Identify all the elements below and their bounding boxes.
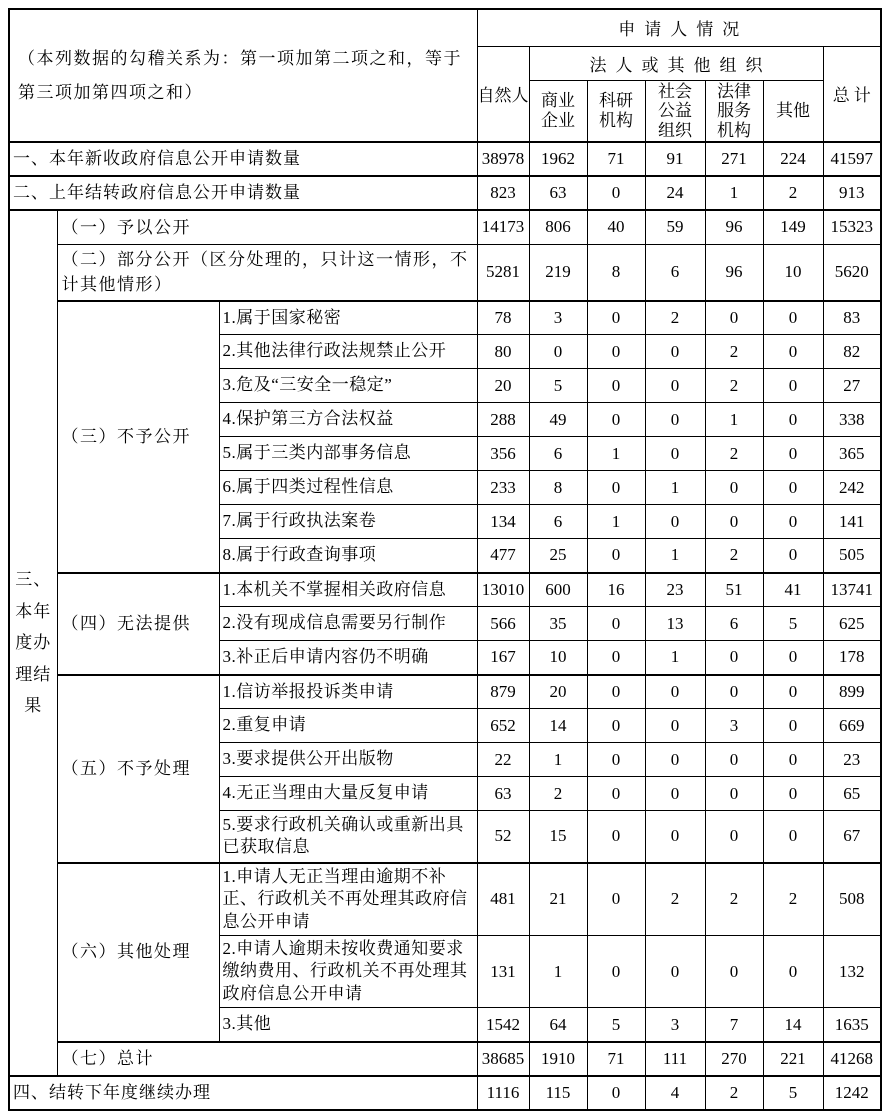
value-cell: 13010	[477, 573, 529, 607]
value-cell: 0	[645, 505, 705, 539]
value-cell: 63	[477, 777, 529, 811]
value-cell: 625	[823, 607, 881, 641]
value-cell: 1	[705, 403, 763, 437]
value-cell: 6	[645, 244, 705, 301]
value-cell: 0	[587, 301, 645, 335]
value-cell: 2	[763, 863, 823, 936]
item-label: 2.重复申请	[219, 709, 477, 743]
value-cell: 83	[823, 301, 881, 335]
value-cell: 41	[763, 573, 823, 607]
value-cell: 0	[645, 369, 705, 403]
value-cell: 0	[645, 811, 705, 863]
value-cell: 899	[823, 675, 881, 709]
value-cell: 0	[705, 935, 763, 1007]
value-cell: 38685	[477, 1042, 529, 1076]
value-cell: 0	[587, 675, 645, 709]
value-cell: 0	[645, 743, 705, 777]
value-cell: 63	[529, 176, 587, 210]
value-cell: 1	[705, 176, 763, 210]
item-label: 2.没有现成信息需要另行制作	[219, 607, 477, 641]
value-cell: 71	[587, 1042, 645, 1076]
value-cell: 0	[587, 811, 645, 863]
header-legal-org-group: 法人或其他组织	[529, 46, 823, 80]
value-cell: 0	[645, 709, 705, 743]
value-cell: 0	[763, 505, 823, 539]
value-cell: 71	[587, 142, 645, 176]
value-cell: 1635	[823, 1008, 881, 1042]
value-cell: 0	[705, 675, 763, 709]
value-cell: 20	[529, 675, 587, 709]
value-cell: 22	[477, 743, 529, 777]
row-label-new-received: 一、本年新收政府信息公开申请数量	[9, 142, 477, 176]
value-cell: 2	[705, 1076, 763, 1110]
value-cell: 0	[763, 743, 823, 777]
item-label: 1.属于国家秘密	[219, 301, 477, 335]
value-cell: 0	[587, 403, 645, 437]
value-cell: 111	[645, 1042, 705, 1076]
value-cell: 652	[477, 709, 529, 743]
value-cell: 1	[645, 471, 705, 505]
value-cell: 23	[823, 743, 881, 777]
value-cell: 600	[529, 573, 587, 607]
item-label: 4.无正当理由大量反复申请	[219, 777, 477, 811]
value-cell: 134	[477, 505, 529, 539]
value-cell: 3	[645, 1008, 705, 1042]
value-cell: 5	[763, 1076, 823, 1110]
item-label: 7.属于行政执法案卷	[219, 505, 477, 539]
value-cell: 0	[587, 335, 645, 369]
item-label: 5.属于三类内部事务信息	[219, 437, 477, 471]
value-cell: 10	[763, 244, 823, 301]
section-label-annual-results: 三、本年度办理结果	[9, 210, 57, 1076]
value-cell: 2	[645, 863, 705, 936]
value-cell: 0	[587, 539, 645, 573]
value-cell: 0	[645, 335, 705, 369]
value-cell: 82	[823, 335, 881, 369]
value-cell: 27	[823, 369, 881, 403]
value-cell: 0	[587, 607, 645, 641]
value-cell: 40	[587, 210, 645, 244]
value-cell: 0	[645, 437, 705, 471]
value-cell: 0	[705, 777, 763, 811]
group-label-other-handling: （六）其他处理	[57, 863, 219, 1042]
value-cell: 221	[763, 1042, 823, 1076]
value-cell: 1	[529, 935, 587, 1007]
value-cell: 8	[587, 244, 645, 301]
item-label: 3.要求提供公开出版物	[219, 743, 477, 777]
value-cell: 0	[645, 403, 705, 437]
value-cell: 0	[763, 641, 823, 675]
value-cell: 0	[763, 811, 823, 863]
value-cell: 0	[645, 675, 705, 709]
item-label: 3.补正后申请内容仍不明确	[219, 641, 477, 675]
value-cell: 2	[705, 437, 763, 471]
value-cell: 35	[529, 607, 587, 641]
value-cell: 0	[645, 777, 705, 811]
value-cell: 6	[705, 607, 763, 641]
value-cell: 0	[763, 403, 823, 437]
item-label: 5.要求行政机关确认或重新出具已获取信息	[219, 811, 477, 863]
value-cell: 15323	[823, 210, 881, 244]
value-cell: 20	[477, 369, 529, 403]
value-cell: 10	[529, 641, 587, 675]
value-cell: 0	[763, 539, 823, 573]
value-cell: 1910	[529, 1042, 587, 1076]
value-cell: 1962	[529, 142, 587, 176]
value-cell: 365	[823, 437, 881, 471]
value-cell: 0	[587, 863, 645, 936]
value-cell: 823	[477, 176, 529, 210]
value-cell: 0	[705, 743, 763, 777]
header-applicant-group: 申请人情况	[477, 9, 881, 46]
value-cell: 96	[705, 244, 763, 301]
group-label-unable: （四）无法提供	[57, 573, 219, 675]
value-cell: 219	[529, 244, 587, 301]
value-cell: 178	[823, 641, 881, 675]
value-cell: 5	[763, 607, 823, 641]
value-cell: 505	[823, 539, 881, 573]
value-cell: 1	[645, 539, 705, 573]
value-cell: 23	[645, 573, 705, 607]
value-cell: 338	[823, 403, 881, 437]
header-legal-service-org: 法律服务机构	[705, 80, 763, 142]
value-cell: 141	[823, 505, 881, 539]
value-cell: 7	[705, 1008, 763, 1042]
header-commercial-enterprise: 商业企业	[529, 80, 587, 142]
value-cell: 167	[477, 641, 529, 675]
value-cell: 24	[645, 176, 705, 210]
value-cell: 80	[477, 335, 529, 369]
value-cell: 0	[763, 369, 823, 403]
value-cell: 0	[705, 301, 763, 335]
value-cell: 0	[587, 641, 645, 675]
value-cell: 0	[587, 743, 645, 777]
value-cell: 5620	[823, 244, 881, 301]
value-cell: 96	[705, 210, 763, 244]
item-label: 8.属于行政查询事项	[219, 539, 477, 573]
group-label-not-processed: （五）不予处理	[57, 675, 219, 863]
value-cell: 1	[529, 743, 587, 777]
value-cell: 566	[477, 607, 529, 641]
value-cell: 0	[587, 709, 645, 743]
value-cell: 2	[705, 863, 763, 936]
value-cell: 41268	[823, 1042, 881, 1076]
value-cell: 0	[763, 301, 823, 335]
header-other-org: 其他	[763, 80, 823, 142]
value-cell: 2	[645, 301, 705, 335]
row-label-carried-to-next: 四、结转下年度继续办理	[9, 1076, 477, 1110]
value-cell: 242	[823, 471, 881, 505]
value-cell: 4	[645, 1076, 705, 1110]
item-label: 3.其他	[219, 1008, 477, 1042]
value-cell: 6	[529, 505, 587, 539]
value-cell: 0	[587, 777, 645, 811]
value-cell: 115	[529, 1076, 587, 1110]
item-label: 1.申请人无正当理由逾期不补正、行政机关不再处理其政府信息公开申请	[219, 863, 477, 936]
reconciliation-note: （本列数据的勾稽关系为：第一项加第二项之和，等于第三项加第四项之和）	[9, 9, 477, 142]
value-cell: 271	[705, 142, 763, 176]
value-cell: 1	[645, 641, 705, 675]
value-cell: 15	[529, 811, 587, 863]
value-cell: 2	[529, 777, 587, 811]
value-cell: 21	[529, 863, 587, 936]
value-cell: 508	[823, 863, 881, 936]
value-cell: 16	[587, 573, 645, 607]
value-cell: 0	[705, 641, 763, 675]
header-natural-person: 自然人	[477, 46, 529, 142]
value-cell: 8	[529, 471, 587, 505]
gov-info-disclosure-table	[8, 8, 882, 1111]
value-cell: 1	[587, 437, 645, 471]
value-cell: 2	[705, 369, 763, 403]
header-research-institution: 科研机构	[587, 80, 645, 142]
value-cell: 0	[645, 935, 705, 1007]
value-cell: 59	[645, 210, 705, 244]
value-cell: 0	[705, 505, 763, 539]
value-cell: 91	[645, 142, 705, 176]
value-cell: 806	[529, 210, 587, 244]
value-cell: 52	[477, 811, 529, 863]
value-cell: 669	[823, 709, 881, 743]
value-cell: 0	[587, 935, 645, 1007]
value-cell: 51	[705, 573, 763, 607]
value-cell: 477	[477, 539, 529, 573]
value-cell: 0	[705, 811, 763, 863]
value-cell: 288	[477, 403, 529, 437]
value-cell: 13741	[823, 573, 881, 607]
item-label: 1.信访举报投诉类申请	[219, 675, 477, 709]
value-cell: 0	[587, 369, 645, 403]
value-cell: 0	[763, 709, 823, 743]
value-cell: 25	[529, 539, 587, 573]
value-cell: 0	[763, 777, 823, 811]
value-cell: 879	[477, 675, 529, 709]
value-cell: 131	[477, 935, 529, 1007]
value-cell: 0	[763, 437, 823, 471]
value-cell: 233	[477, 471, 529, 505]
value-cell: 1242	[823, 1076, 881, 1110]
value-cell: 481	[477, 863, 529, 936]
value-cell: 6	[529, 437, 587, 471]
value-cell: 913	[823, 176, 881, 210]
value-cell: 3	[529, 301, 587, 335]
value-cell: 356	[477, 437, 529, 471]
value-cell: 0	[529, 335, 587, 369]
value-cell: 0	[763, 935, 823, 1007]
value-cell: 1116	[477, 1076, 529, 1110]
value-cell: 0	[763, 675, 823, 709]
value-cell: 65	[823, 777, 881, 811]
group-label-granted: （一）予以公开	[57, 210, 477, 244]
value-cell: 0	[763, 471, 823, 505]
value-cell: 67	[823, 811, 881, 863]
item-label: 1.本机关不掌握相关政府信息	[219, 573, 477, 607]
value-cell: 5281	[477, 244, 529, 301]
value-cell: 5	[529, 369, 587, 403]
row-label-carried-over-prev: 二、上年结转政府信息公开申请数量	[9, 176, 477, 210]
value-cell: 2	[705, 335, 763, 369]
group-label-denied: （三）不予公开	[57, 301, 219, 573]
value-cell: 270	[705, 1042, 763, 1076]
value-cell: 0	[763, 335, 823, 369]
group-label-section-total: （七）总计	[57, 1042, 477, 1076]
value-cell: 224	[763, 142, 823, 176]
value-cell: 0	[587, 1076, 645, 1110]
item-label: 2.其他法律行政法规禁止公开	[219, 335, 477, 369]
value-cell: 13	[645, 607, 705, 641]
value-cell: 49	[529, 403, 587, 437]
value-cell: 2	[705, 539, 763, 573]
item-label: 2.申请人逾期未按收费通知要求缴纳费用、行政机关不再处理其政府信息公开申请	[219, 935, 477, 1007]
value-cell: 0	[587, 176, 645, 210]
item-label: 3.危及“三安全一稳定”	[219, 369, 477, 403]
value-cell: 132	[823, 935, 881, 1007]
value-cell: 41597	[823, 142, 881, 176]
value-cell: 14	[529, 709, 587, 743]
header-social-welfare-org: 社会公益组织	[645, 80, 705, 142]
item-label: 6.属于四类过程性信息	[219, 471, 477, 505]
value-cell: 64	[529, 1008, 587, 1042]
value-cell: 78	[477, 301, 529, 335]
value-cell: 1542	[477, 1008, 529, 1042]
value-cell: 3	[705, 709, 763, 743]
value-cell: 14173	[477, 210, 529, 244]
value-cell: 2	[763, 176, 823, 210]
item-label: 4.保护第三方合法权益	[219, 403, 477, 437]
header-total: 总计	[823, 46, 881, 142]
value-cell: 14	[763, 1008, 823, 1042]
value-cell: 38978	[477, 142, 529, 176]
group-label-partial: （二）部分公开（区分处理的，只计这一情形，不计其他情形）	[57, 244, 477, 301]
value-cell: 1	[587, 505, 645, 539]
value-cell: 5	[587, 1008, 645, 1042]
value-cell: 149	[763, 210, 823, 244]
value-cell: 0	[705, 471, 763, 505]
value-cell: 0	[587, 471, 645, 505]
